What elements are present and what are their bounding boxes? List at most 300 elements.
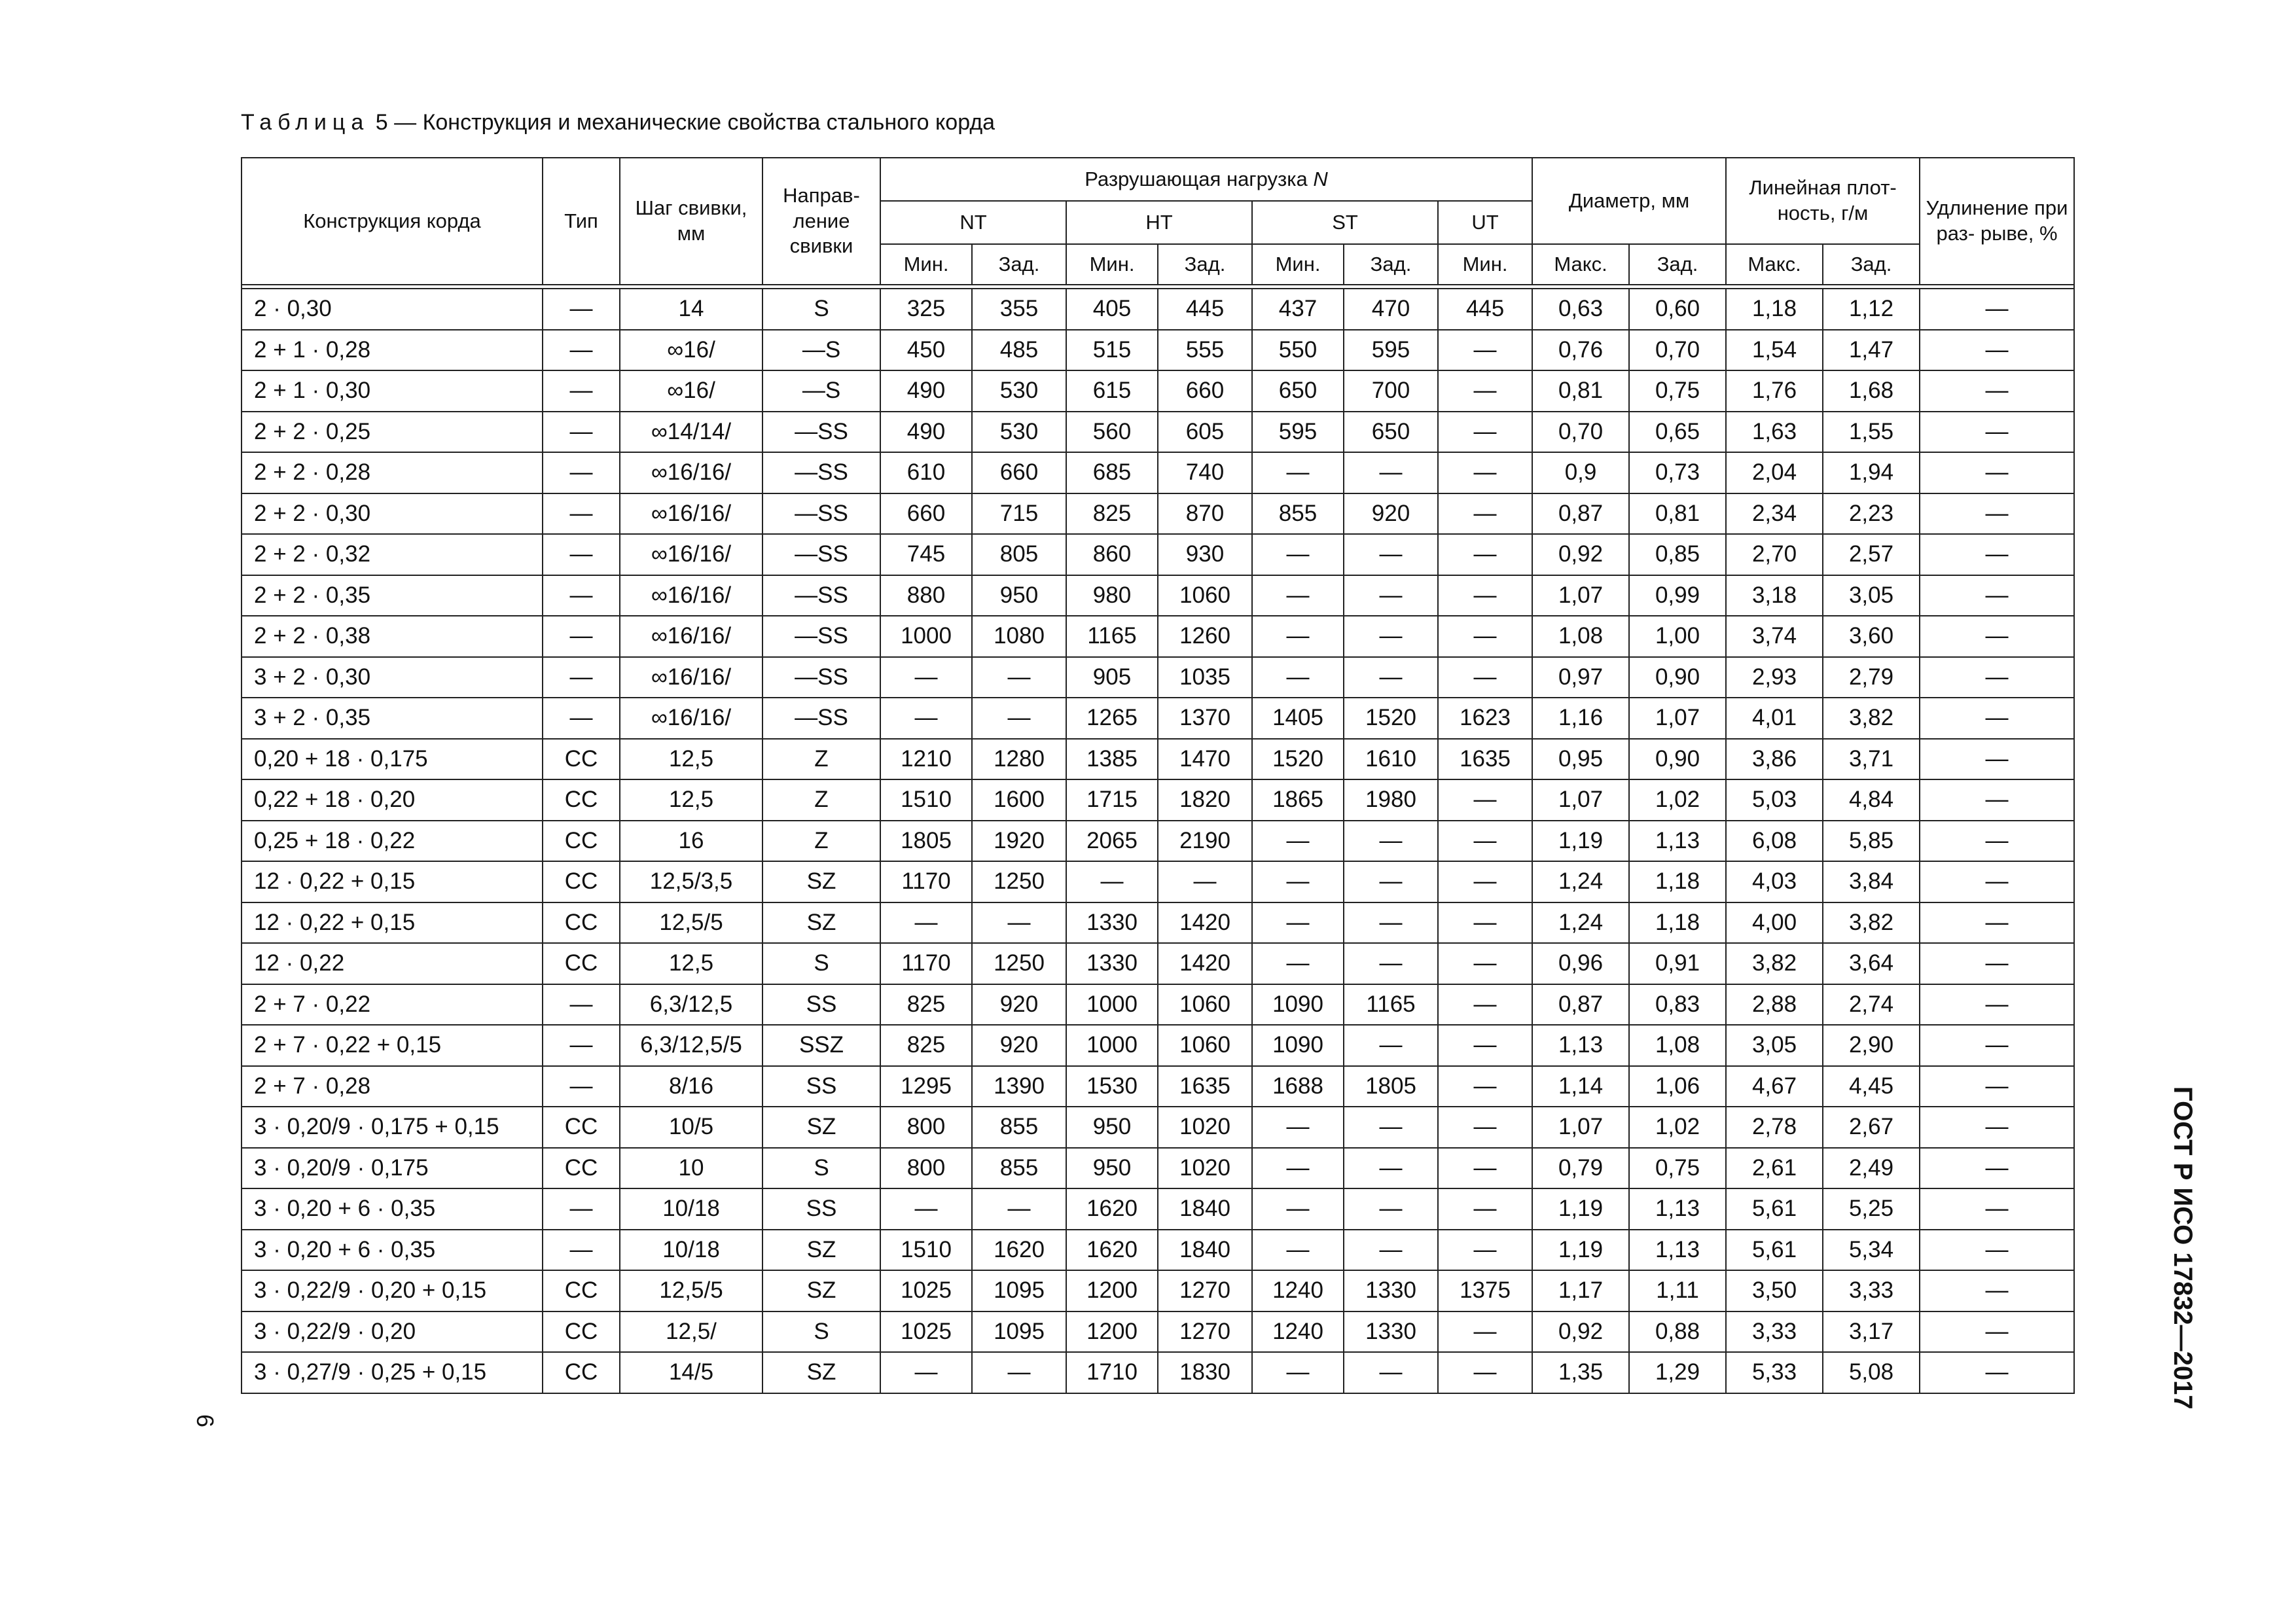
table-cell: 4,03	[1726, 861, 1823, 902]
table-cell: 1,02	[1629, 1107, 1726, 1148]
table-row	[242, 1066, 2074, 1107]
table-cell: 905	[1066, 657, 1158, 698]
table-cell: 1270	[1158, 1311, 1252, 1353]
table-cell: 1865	[1252, 779, 1344, 821]
table-cell: SZ	[762, 1352, 880, 1393]
table-cell-construction: 2 + 2 · 0,38	[242, 616, 543, 657]
table-cell: 1,13	[1532, 1025, 1629, 1066]
header-density-nominal: Зад.	[1823, 244, 1920, 285]
table-cell: 1688	[1252, 1066, 1344, 1107]
table-cell-construction: 3 · 0,20 + 6 · 0,35	[242, 1188, 543, 1230]
table-cell: —SS	[762, 493, 880, 535]
table-cell: 800	[880, 1148, 972, 1189]
table-cell: 1,11	[1629, 1270, 1726, 1311]
table-cell: —	[1438, 1230, 1532, 1271]
table-row	[242, 698, 2074, 739]
table-cell: —	[1344, 1188, 1438, 1230]
table-cell: —	[1438, 861, 1532, 902]
table-cell: 5,61	[1726, 1230, 1823, 1271]
table-cell: —SS	[762, 412, 880, 453]
table-cell: —	[1920, 1270, 2074, 1311]
table-cell: —	[1438, 1066, 1532, 1107]
table-cell: 1210	[880, 739, 972, 780]
table-cell: —	[1344, 943, 1438, 984]
table-cell: —	[1438, 1352, 1532, 1393]
table-cell: —	[1920, 1311, 2074, 1353]
table-cell: 1280	[972, 739, 1066, 780]
table-cell: 700	[1344, 370, 1438, 412]
table-cell: 605	[1158, 412, 1252, 453]
header-nt-min: Мин.	[880, 244, 972, 285]
table-cell: 3,18	[1726, 575, 1823, 616]
table-cell-construction: 2 + 2 · 0,32	[242, 534, 543, 575]
table-cell: —	[1920, 1148, 2074, 1189]
table-cell: —	[1344, 452, 1438, 493]
table-cell: —	[1920, 984, 2074, 1026]
table-cell: —	[543, 534, 620, 575]
table-cell: 12,5/5	[620, 1270, 762, 1311]
table-cell: SZ	[762, 1107, 880, 1148]
table-cell-construction: 2 + 1 · 0,28	[242, 330, 543, 371]
table-cell: 1,76	[1726, 370, 1823, 412]
table-cell: 1090	[1252, 984, 1344, 1026]
header-breaking-load-text: Разрушающая нагрузка	[1085, 167, 1308, 190]
table-row	[242, 657, 2074, 698]
table-cell: 1025	[880, 1270, 972, 1311]
table-cell: —	[880, 1188, 972, 1230]
table-cell: —	[543, 330, 620, 371]
table-cell: 325	[880, 289, 972, 330]
table-cell: 0,65	[1629, 412, 1726, 453]
table-cell: 715	[972, 493, 1066, 535]
table-cell: 1420	[1158, 902, 1252, 944]
table-cell: 595	[1344, 330, 1438, 371]
table-cell: 950	[1066, 1107, 1158, 1148]
table-cell: 1805	[880, 821, 972, 862]
header-breaking-load	[880, 158, 1532, 201]
header-diameter-max: Макс.	[1532, 244, 1629, 285]
table-cell: SSZ	[762, 1025, 880, 1066]
table-cell: CC	[543, 1270, 620, 1311]
table-cell: —	[543, 1230, 620, 1271]
table-cell: 1390	[972, 1066, 1066, 1107]
table-cell: —	[543, 289, 620, 330]
header-direction: Направ- ление свивки	[762, 158, 880, 285]
table-row	[242, 289, 2074, 330]
table-cell: 0,87	[1532, 493, 1629, 535]
table-cell: 0,85	[1629, 534, 1726, 575]
table-row	[242, 1107, 2074, 1148]
table-cell: 1,12	[1823, 289, 1920, 330]
table-cell: —SS	[762, 452, 880, 493]
table-cell: —	[1158, 861, 1252, 902]
table-cell: ∞16/16/	[620, 657, 762, 698]
table-cell: 4,00	[1726, 902, 1823, 944]
table-cell: 1,24	[1532, 861, 1629, 902]
table-cell: —SS	[762, 657, 880, 698]
header-st-nominal: Зад.	[1344, 244, 1438, 285]
header-type: Тип	[543, 158, 620, 285]
table-cell: 0,75	[1629, 370, 1726, 412]
table-cell: SZ	[762, 1270, 880, 1311]
table-row	[242, 575, 2074, 616]
table-cell: 2,90	[1823, 1025, 1920, 1066]
table-cell: 3,84	[1823, 861, 1920, 902]
table-cell: S	[762, 1311, 880, 1353]
table-cell: 1370	[1158, 698, 1252, 739]
table-cell: 1330	[1344, 1270, 1438, 1311]
table-cell: 10/18	[620, 1230, 762, 1271]
table-cell: 1,02	[1629, 779, 1726, 821]
table-row	[242, 943, 2074, 984]
table-cell: 1,19	[1532, 1230, 1629, 1271]
table-cell: 650	[1344, 412, 1438, 453]
table-cell: 355	[972, 289, 1066, 330]
table-cell: —	[543, 616, 620, 657]
table-cell: 1710	[1066, 1352, 1158, 1393]
header-nt-nominal: Зад.	[972, 244, 1066, 285]
header-lay-length: Шаг свивки, мм	[620, 158, 762, 285]
header-breaking-load-symbol: N	[1313, 167, 1328, 190]
table-cell: 0,60	[1629, 289, 1726, 330]
table-cell: 660	[1158, 370, 1252, 412]
table-cell: 1920	[972, 821, 1066, 862]
table-cell: —	[1920, 575, 2074, 616]
table-cell: 0,63	[1532, 289, 1629, 330]
table-cell: 1,07	[1532, 779, 1629, 821]
table-row	[242, 1270, 2074, 1311]
table-cell: —	[1344, 534, 1438, 575]
table-cell: 980	[1066, 575, 1158, 616]
table-row	[242, 739, 2074, 780]
table-cell: 445	[1438, 289, 1532, 330]
table-cell: 1470	[1158, 739, 1252, 780]
table-cell: 1510	[880, 1230, 972, 1271]
table-cell: S	[762, 289, 880, 330]
table-cell: 2,78	[1726, 1107, 1823, 1148]
table-cell: —	[1438, 575, 1532, 616]
table-row	[242, 1311, 2074, 1353]
table-cell: 1620	[1066, 1230, 1158, 1271]
table-cell: CC	[543, 1311, 620, 1353]
table-cell: —	[1252, 1107, 1344, 1148]
table-cell: 1620	[1066, 1188, 1158, 1230]
table-cell: 445	[1158, 289, 1252, 330]
table-cell: —	[1252, 657, 1344, 698]
table-cell: 1840	[1158, 1230, 1252, 1271]
table-cell: 1420	[1158, 943, 1252, 984]
table-cell: 0,91	[1629, 943, 1726, 984]
table-cell: 1,07	[1532, 575, 1629, 616]
table-cell: —	[543, 1066, 620, 1107]
table-cell: 650	[1252, 370, 1344, 412]
table-cell: —	[1252, 902, 1344, 944]
table-cell: 1,00	[1629, 616, 1726, 657]
table-cell: 3,86	[1726, 739, 1823, 780]
table-cell: SS	[762, 984, 880, 1026]
table-cell: 860	[1066, 534, 1158, 575]
table-cell: 8/16	[620, 1066, 762, 1107]
table-cell: CC	[543, 821, 620, 862]
table-cell: 1623	[1438, 698, 1532, 739]
table-cell: —	[1252, 1230, 1344, 1271]
table-cell: 1165	[1066, 616, 1158, 657]
table-cell: 610	[880, 452, 972, 493]
table-cell: 1635	[1438, 739, 1532, 780]
table-cell: —	[1252, 943, 1344, 984]
table-cell: —	[1920, 1107, 2074, 1148]
table-cell: —	[1344, 1107, 1438, 1148]
table-cell: 1840	[1158, 1188, 1252, 1230]
table-cell: 1820	[1158, 779, 1252, 821]
table-cell: —	[1252, 452, 1344, 493]
table-cell: —	[1920, 370, 2074, 412]
table-row	[242, 330, 2074, 371]
table-cell: 880	[880, 575, 972, 616]
table-cell-construction: 2 + 7 · 0,28	[242, 1066, 543, 1107]
table-cell: 0,76	[1532, 330, 1629, 371]
table-cell: —	[1920, 330, 2074, 371]
table-cell: 1805	[1344, 1066, 1438, 1107]
table-cell: ∞16/16/	[620, 575, 762, 616]
table-row	[242, 616, 2074, 657]
table-cell: —	[543, 575, 620, 616]
table-cell: —	[880, 698, 972, 739]
table-cell: 3,50	[1726, 1270, 1823, 1311]
table-cell: 1000	[1066, 984, 1158, 1026]
table-cell: —	[1252, 1188, 1344, 1230]
table-cell: 825	[880, 984, 972, 1026]
table-cell: ∞16/16/	[620, 616, 762, 657]
standard-designation: ГОСТ Р ИСО 17832—2017	[2168, 1086, 2197, 1410]
table-cell: —	[880, 657, 972, 698]
table-cell: 6,08	[1726, 821, 1823, 862]
table-cell: 805	[972, 534, 1066, 575]
table-cell: 14/5	[620, 1352, 762, 1393]
table-cell: 1,18	[1629, 861, 1726, 902]
table-cell: —	[1252, 616, 1344, 657]
table-cell: —	[1920, 1230, 2074, 1271]
table-cell-construction: 12 · 0,22 + 0,15	[242, 861, 543, 902]
table-cell: 4,67	[1726, 1066, 1823, 1107]
table-cell: 1330	[1066, 902, 1158, 944]
table-cell: 485	[972, 330, 1066, 371]
table-cell-construction: 0,22 + 18 · 0,20	[242, 779, 543, 821]
table-cell: 740	[1158, 452, 1252, 493]
table-row	[242, 1230, 2074, 1271]
table-cell: 1265	[1066, 698, 1158, 739]
table-cell: —	[543, 493, 620, 535]
header-linear-density: Линейная плот- ность, г/м	[1726, 158, 1920, 244]
table-cell: 1,18	[1629, 902, 1726, 944]
table-cell: 595	[1252, 412, 1344, 453]
table-cell: 1060	[1158, 575, 1252, 616]
table-cell: 0,9	[1532, 452, 1629, 493]
table-cell: 660	[880, 493, 972, 535]
table-cell: —	[1438, 493, 1532, 535]
table-cell: 1,94	[1823, 452, 1920, 493]
table-cell: 800	[880, 1107, 972, 1148]
table-cell: 1520	[1344, 698, 1438, 739]
table-cell: —	[1438, 370, 1532, 412]
table-cell-construction: 3 + 2 · 0,30	[242, 657, 543, 698]
table-cell: —	[972, 698, 1066, 739]
table-cell: 2190	[1158, 821, 1252, 862]
table-cell: 1,18	[1726, 289, 1823, 330]
table-cell: 3,82	[1823, 698, 1920, 739]
table-cell: 0,70	[1532, 412, 1629, 453]
table-cell: —	[972, 657, 1066, 698]
table-cell: —	[1920, 943, 2074, 984]
table-cell-construction: 0,25 + 18 · 0,22	[242, 821, 543, 862]
table-cell: 1250	[972, 861, 1066, 902]
table-cell: —	[880, 1352, 972, 1393]
table-cell: —	[1252, 1352, 1344, 1393]
table-cell: —	[1344, 657, 1438, 698]
table-cell: 745	[880, 534, 972, 575]
table-cell: 1385	[1066, 739, 1158, 780]
table-cell: CC	[543, 739, 620, 780]
table-cell: SZ	[762, 1230, 880, 1271]
table-cell: 855	[972, 1107, 1066, 1148]
table-cell: 3,05	[1823, 575, 1920, 616]
table-cell-construction: 2 + 2 · 0,35	[242, 575, 543, 616]
table-cell: —	[1438, 1311, 1532, 1353]
table-cell: 1000	[1066, 1025, 1158, 1066]
table-cell: 1270	[1158, 1270, 1252, 1311]
table-cell: 660	[972, 452, 1066, 493]
table-cell: 4,01	[1726, 698, 1823, 739]
table-cell: 1,08	[1629, 1025, 1726, 1066]
table-cell: 1,19	[1532, 821, 1629, 862]
table-cell: 1,14	[1532, 1066, 1629, 1107]
table-cell: Z	[762, 779, 880, 821]
table-row	[242, 370, 2074, 412]
table-cell: 1295	[880, 1066, 972, 1107]
table-cell: S	[762, 1148, 880, 1189]
table-cell: 1170	[880, 943, 972, 984]
table-cell: 1,68	[1823, 370, 1920, 412]
table-cell: CC	[543, 943, 620, 984]
table-cell-construction: 12 · 0,22	[242, 943, 543, 984]
table-cell: 1520	[1252, 739, 1344, 780]
table-cell: 3,33	[1726, 1311, 1823, 1353]
table-cell: —	[1920, 616, 2074, 657]
table-cell: 1,24	[1532, 902, 1629, 944]
table-cell: —	[1438, 330, 1532, 371]
table-cell: —	[1438, 779, 1532, 821]
header-st-min: Мин.	[1252, 244, 1344, 285]
table-cell: —	[1344, 1352, 1438, 1393]
table-cell-construction: 2 + 2 · 0,30	[242, 493, 543, 535]
table-cell: —	[543, 657, 620, 698]
header-diameter-nominal: Зад.	[1629, 244, 1726, 285]
table-cell: —	[543, 1025, 620, 1066]
table-cell: —	[1438, 984, 1532, 1026]
table-cell: —	[543, 698, 620, 739]
table-cell-construction: 3 · 0,27/9 · 0,25 + 0,15	[242, 1352, 543, 1393]
table-cell: 855	[1252, 493, 1344, 535]
table-cell: —	[972, 1352, 1066, 1393]
table-cell: —	[1920, 821, 2074, 862]
table-caption-label: Таблица	[241, 110, 370, 135]
table-caption	[241, 110, 995, 135]
table-cell: 930	[1158, 534, 1252, 575]
table-cell: 3,60	[1823, 616, 1920, 657]
table-cell: —	[1344, 575, 1438, 616]
table-cell: 1170	[880, 861, 972, 902]
table-cell: 2,67	[1823, 1107, 1920, 1148]
table-row	[242, 861, 2074, 902]
table-cell: —	[1438, 902, 1532, 944]
table-cell-construction: 2 + 7 · 0,22	[242, 984, 543, 1026]
table-cell: —	[1920, 534, 2074, 575]
header-ht-min: Мин.	[1066, 244, 1158, 285]
table-cell: —	[1920, 493, 2074, 535]
table-row	[242, 1025, 2074, 1066]
table-cell-construction: 12 · 0,22 + 0,15	[242, 902, 543, 944]
table-cell: 0,70	[1629, 330, 1726, 371]
table-cell: 5,85	[1823, 821, 1920, 862]
table-cell: —	[1344, 1025, 1438, 1066]
table-cell: 12,5	[620, 779, 762, 821]
table-cell: 855	[972, 1148, 1066, 1189]
table-cell: 0,87	[1532, 984, 1629, 1026]
table-cell: 685	[1066, 452, 1158, 493]
table-cell: —	[1344, 1230, 1438, 1271]
table-row	[242, 452, 2074, 493]
table-cell: 5,33	[1726, 1352, 1823, 1393]
table-cell: 1240	[1252, 1311, 1344, 1353]
table-row	[242, 534, 2074, 575]
table-row	[242, 902, 2074, 944]
table-row	[242, 779, 2074, 821]
table-cell: —	[543, 370, 620, 412]
table-cell: —	[1344, 821, 1438, 862]
table-cell: —	[1920, 1066, 2074, 1107]
table-cell: ∞16/16/	[620, 534, 762, 575]
table-cell: —S	[762, 370, 880, 412]
table-cell: —	[1920, 452, 2074, 493]
table-cell: —SS	[762, 575, 880, 616]
table-cell: 1020	[1158, 1107, 1252, 1148]
table-cell: 490	[880, 370, 972, 412]
table-cell: 1610	[1344, 739, 1438, 780]
table-cell: 1080	[972, 616, 1066, 657]
table-cell: 1,19	[1532, 1188, 1629, 1230]
table-cell: 555	[1158, 330, 1252, 371]
table-cell: SZ	[762, 861, 880, 902]
table-cell: —	[543, 452, 620, 493]
table-cell: 450	[880, 330, 972, 371]
table-cell: 2,57	[1823, 534, 1920, 575]
table-cell: 1600	[972, 779, 1066, 821]
table-cell: 0,81	[1629, 493, 1726, 535]
table-cell: 1095	[972, 1270, 1066, 1311]
table-cell: —	[1920, 289, 2074, 330]
table-cell: CC	[543, 1107, 620, 1148]
table-cell: 0,88	[1629, 1311, 1726, 1353]
table-cell: 10	[620, 1148, 762, 1189]
table-cell: 5,08	[1823, 1352, 1920, 1393]
table-cell: 14	[620, 289, 762, 330]
table-cell: 1,13	[1629, 821, 1726, 862]
table-cell: 1200	[1066, 1270, 1158, 1311]
table-cell: —	[1920, 1188, 2074, 1230]
table-cell: 4,45	[1823, 1066, 1920, 1107]
table-cell-construction: 0,20 + 18 · 0,175	[242, 739, 543, 780]
header-ht-nominal: Зад.	[1158, 244, 1252, 285]
